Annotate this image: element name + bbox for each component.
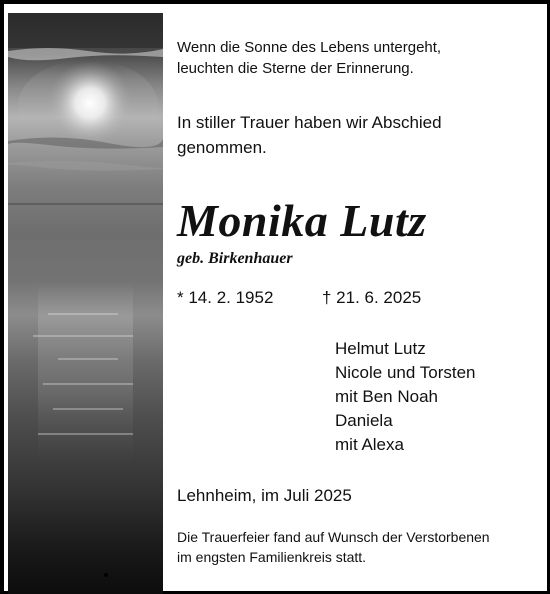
maiden-name: geb. Birkenhauer <box>177 250 293 267</box>
sunset-sea-photo <box>8 13 163 594</box>
mourner-name: Nicole und Torsten <box>335 363 476 382</box>
mourner-name: Helmut Lutz <box>335 339 426 358</box>
mourner-name: mit Alexa <box>335 435 404 454</box>
funeral-notice: Die Trauerfeier fand auf Wunsch der Verstorbenen im engsten Familienkreis statt. <box>177 529 490 565</box>
farewell-statement: In stiller Trauer haben wir Abschied genommen. <box>177 113 442 157</box>
mourner-name: Daniela <box>335 411 393 430</box>
place-and-date: Lehnheim, im Juli 2025 <box>177 486 352 505</box>
deceased-name: Monika Lutz <box>177 195 427 246</box>
death-date: † 21. 6. 2025 <box>322 288 422 307</box>
birth-date: * 14. 2. 1952 <box>177 288 274 307</box>
mourners-list <box>335 337 476 457</box>
sunset-sea-illustration <box>8 13 163 594</box>
memorial-verse: Wenn die Sonne des Lebens untergeht, leuchten die Sterne der Erinnerung. <box>177 39 442 77</box>
mourner-name: mit Ben Noah <box>335 387 438 406</box>
